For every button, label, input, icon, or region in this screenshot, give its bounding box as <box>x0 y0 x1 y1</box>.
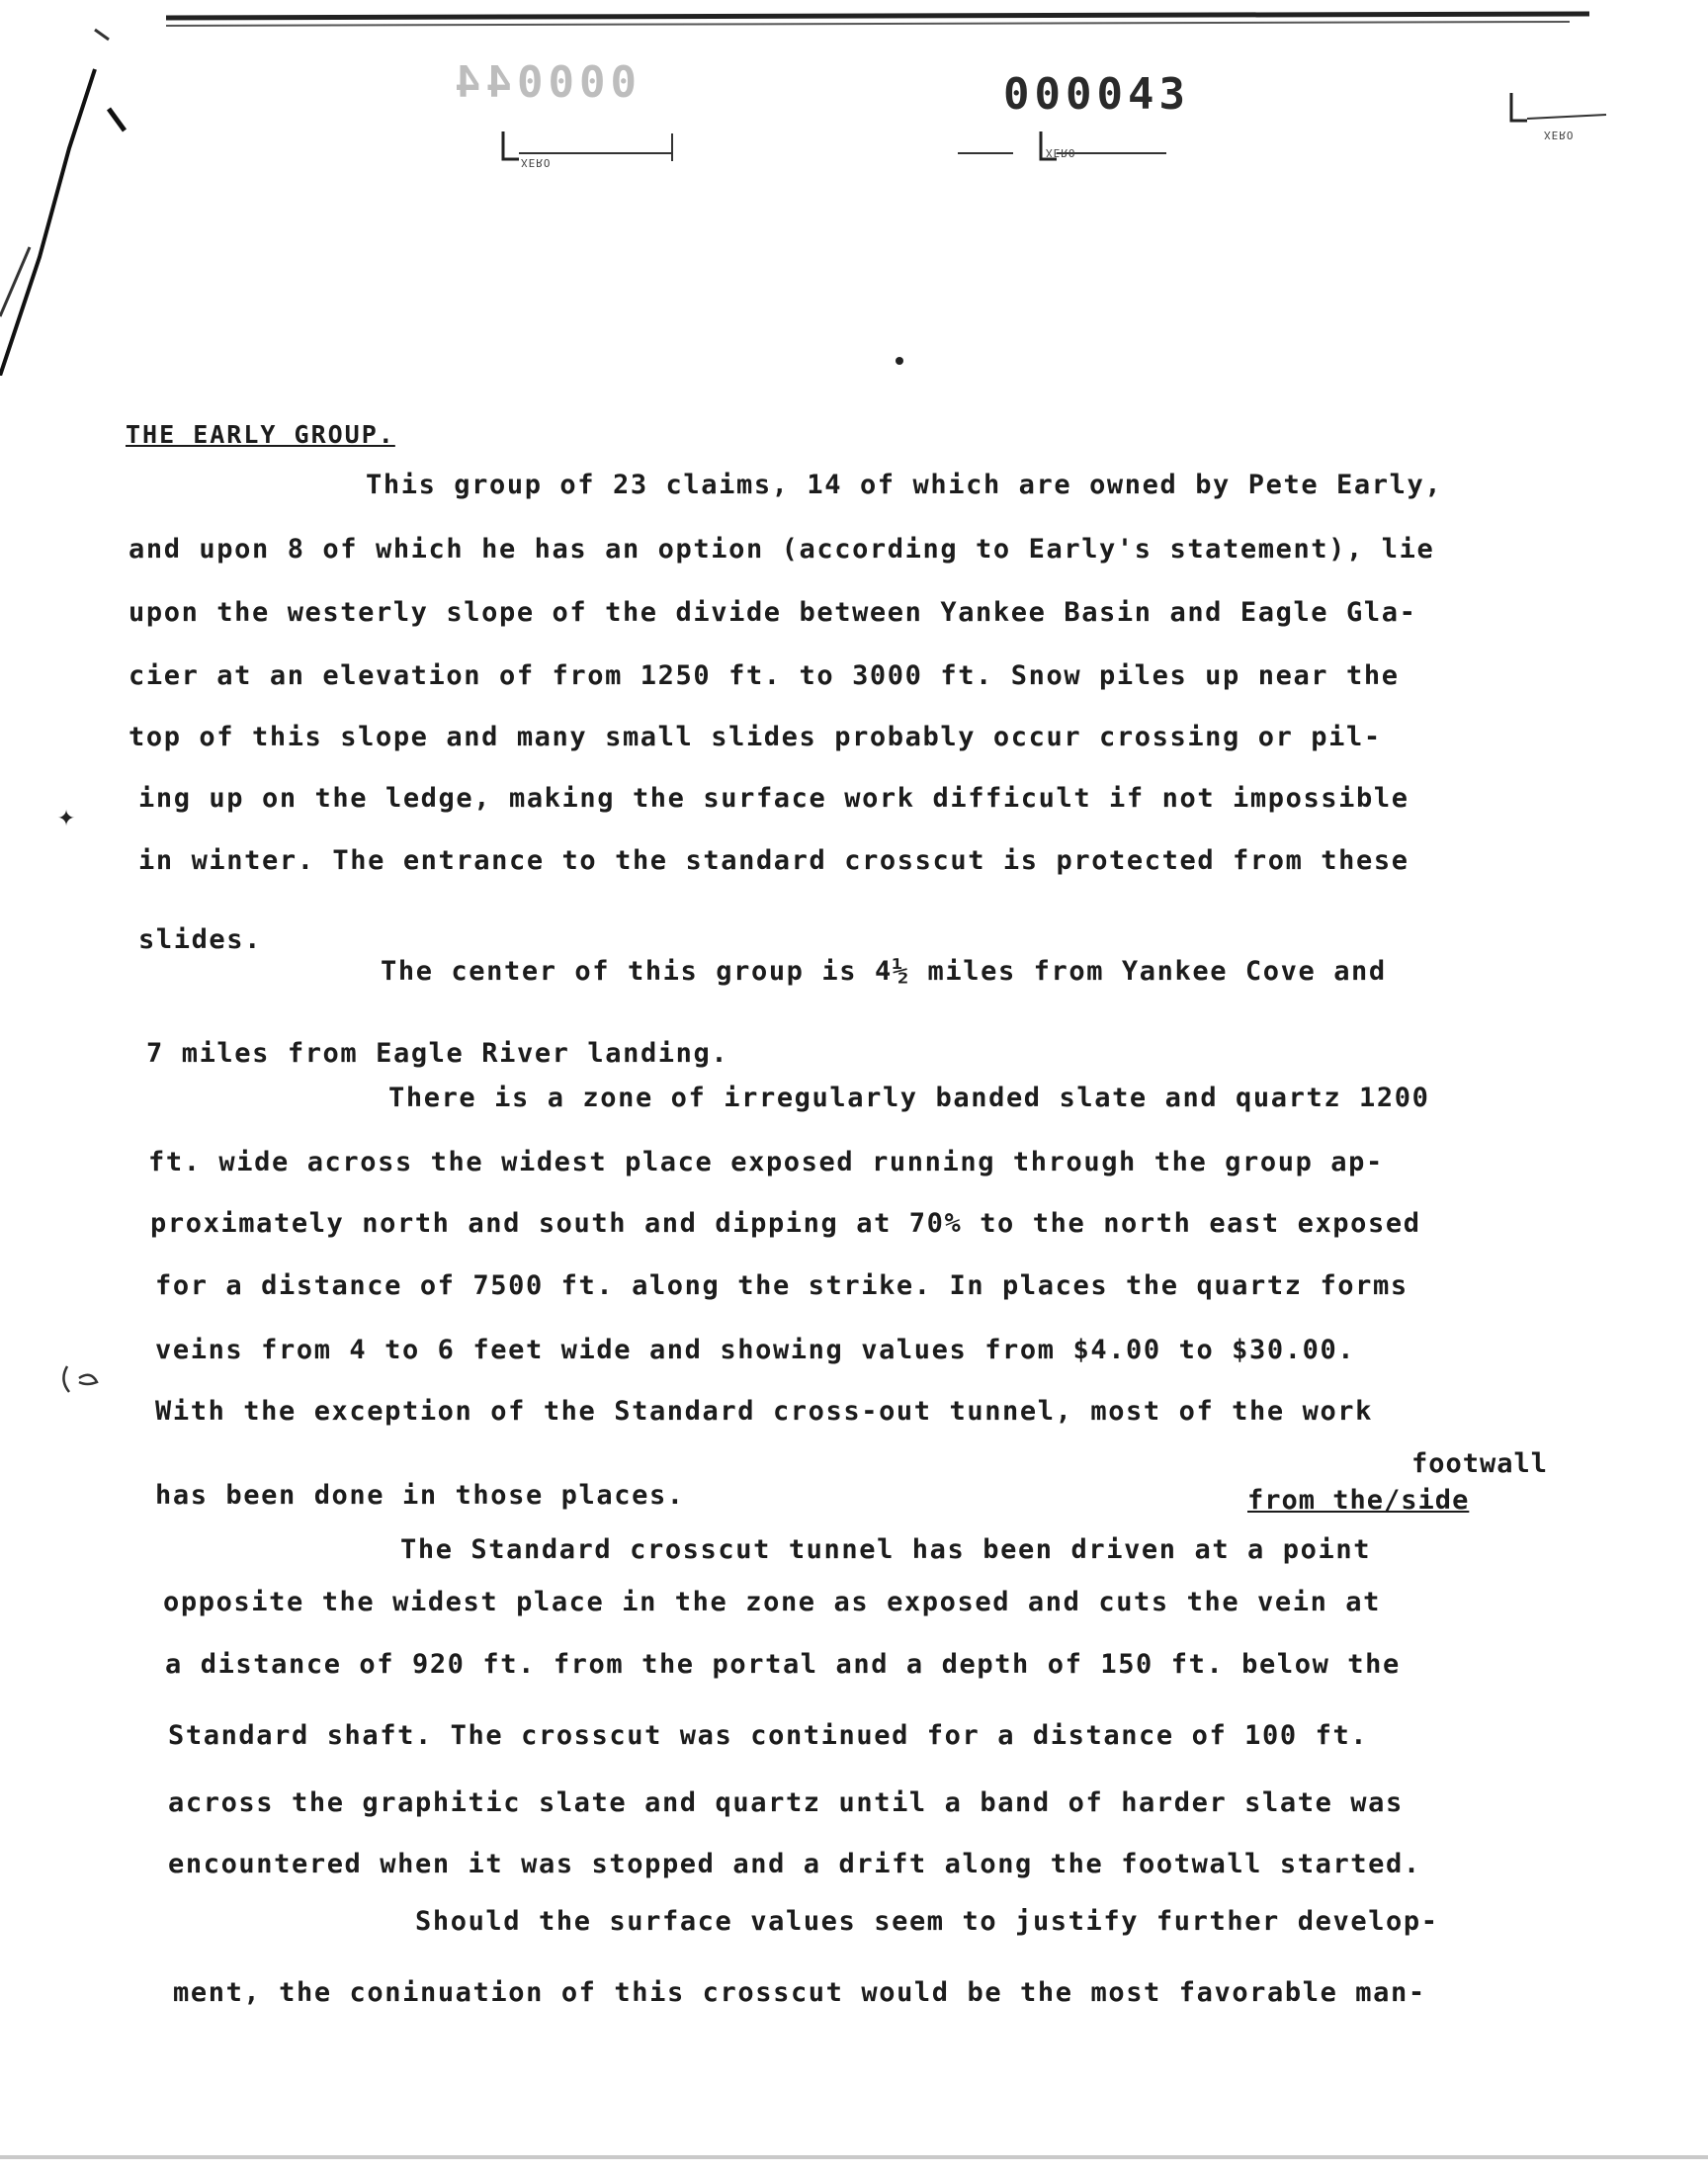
text-line: across the graphitic slate and quartz until a band of harder slate was <box>168 1787 1404 1818</box>
text-line: veins from 4 to 6 feet wide and showing values from $4.00 to $30.00. <box>155 1335 1356 1365</box>
scan-bottom-edge <box>0 2155 1708 2159</box>
text-line: has been done in those places. <box>155 1480 685 1511</box>
text-line: Standard shaft. The crosscut was continued for a distance of 100 ft. <box>168 1720 1369 1751</box>
scan-top-edge <box>166 10 1589 36</box>
text-line: 7 miles from Eagle River landing. <box>146 1038 729 1069</box>
text-line: cier at an elevation of from 1250 ft. to 3000 ft. Snow piles up near the <box>128 660 1400 691</box>
margin-star-mark: ✦ <box>57 799 76 833</box>
section-heading: THE EARLY GROUP. <box>126 420 395 449</box>
text-line: The Standard crosscut tunnel has been driven at a point <box>400 1534 1372 1565</box>
xerox-label-center: XERO <box>1046 146 1076 159</box>
margin-bracket-mark <box>57 1362 107 1398</box>
text-line: in winter. The entrance to the standard crosscut is protected from these <box>138 845 1409 876</box>
text-line: for a distance of 7500 ft. along the strike. In places the quartz forms <box>155 1270 1409 1301</box>
text-line: The center of this group is 4½ miles from Yankee Cove and <box>381 956 1387 987</box>
handwritten-from-the-side: from the/side <box>1247 1485 1470 1516</box>
page-number-stamp: 000043 <box>1003 69 1190 120</box>
text-line: encountered when it was stopped and a drift along the footwall started. <box>168 1849 1421 1879</box>
xerox-mark-right <box>1507 91 1616 160</box>
ghost-page-number: 000044 <box>450 57 637 108</box>
scan-left-edge <box>0 0 148 376</box>
text-line: Should the surface values seem to justify further develop- <box>415 1906 1439 1937</box>
text-line: and upon 8 of which he has an option (according to Early's statement), lie <box>128 534 1435 565</box>
text-line: proximately north and south and dipping at 70% to the north east exposed <box>150 1208 1421 1239</box>
text-line: slides. <box>138 924 262 955</box>
text-line: top of this slope and many small slides probably occur crossing or pil- <box>128 722 1382 752</box>
text-line: ft. wide across the widest place exposed running through the group ap- <box>148 1147 1384 1177</box>
handwritten-footwall: footwall <box>1411 1448 1549 1479</box>
text-line: This group of 23 claims, 14 of which are owned by Pete Early, <box>366 470 1443 500</box>
text-line: opposite the widest place in the zone as exposed and cuts the vein at <box>163 1587 1382 1617</box>
text-line: upon the westerly slope of the divide between Yankee Basin and Eagle Gla- <box>128 597 1417 628</box>
text-line: a distance of 920 ft. from the portal and a depth of 150 ft. below the <box>165 1649 1401 1680</box>
text-line: ing up on the ledge, making the surface work difficult if not impossible <box>138 783 1409 814</box>
text-line: With the exception of the Standard cross-out tunnel, most of the work <box>155 1396 1374 1427</box>
xerox-label-right: XERO <box>1544 129 1575 141</box>
scan-speck <box>890 351 909 371</box>
xerox-label-left: XERO <box>521 156 552 169</box>
text-line: There is a zone of irregularly banded slate and quartz 1200 <box>388 1083 1430 1113</box>
text-line: ment, the coninuation of this crosscut would be the most favorable man- <box>173 1977 1426 2008</box>
